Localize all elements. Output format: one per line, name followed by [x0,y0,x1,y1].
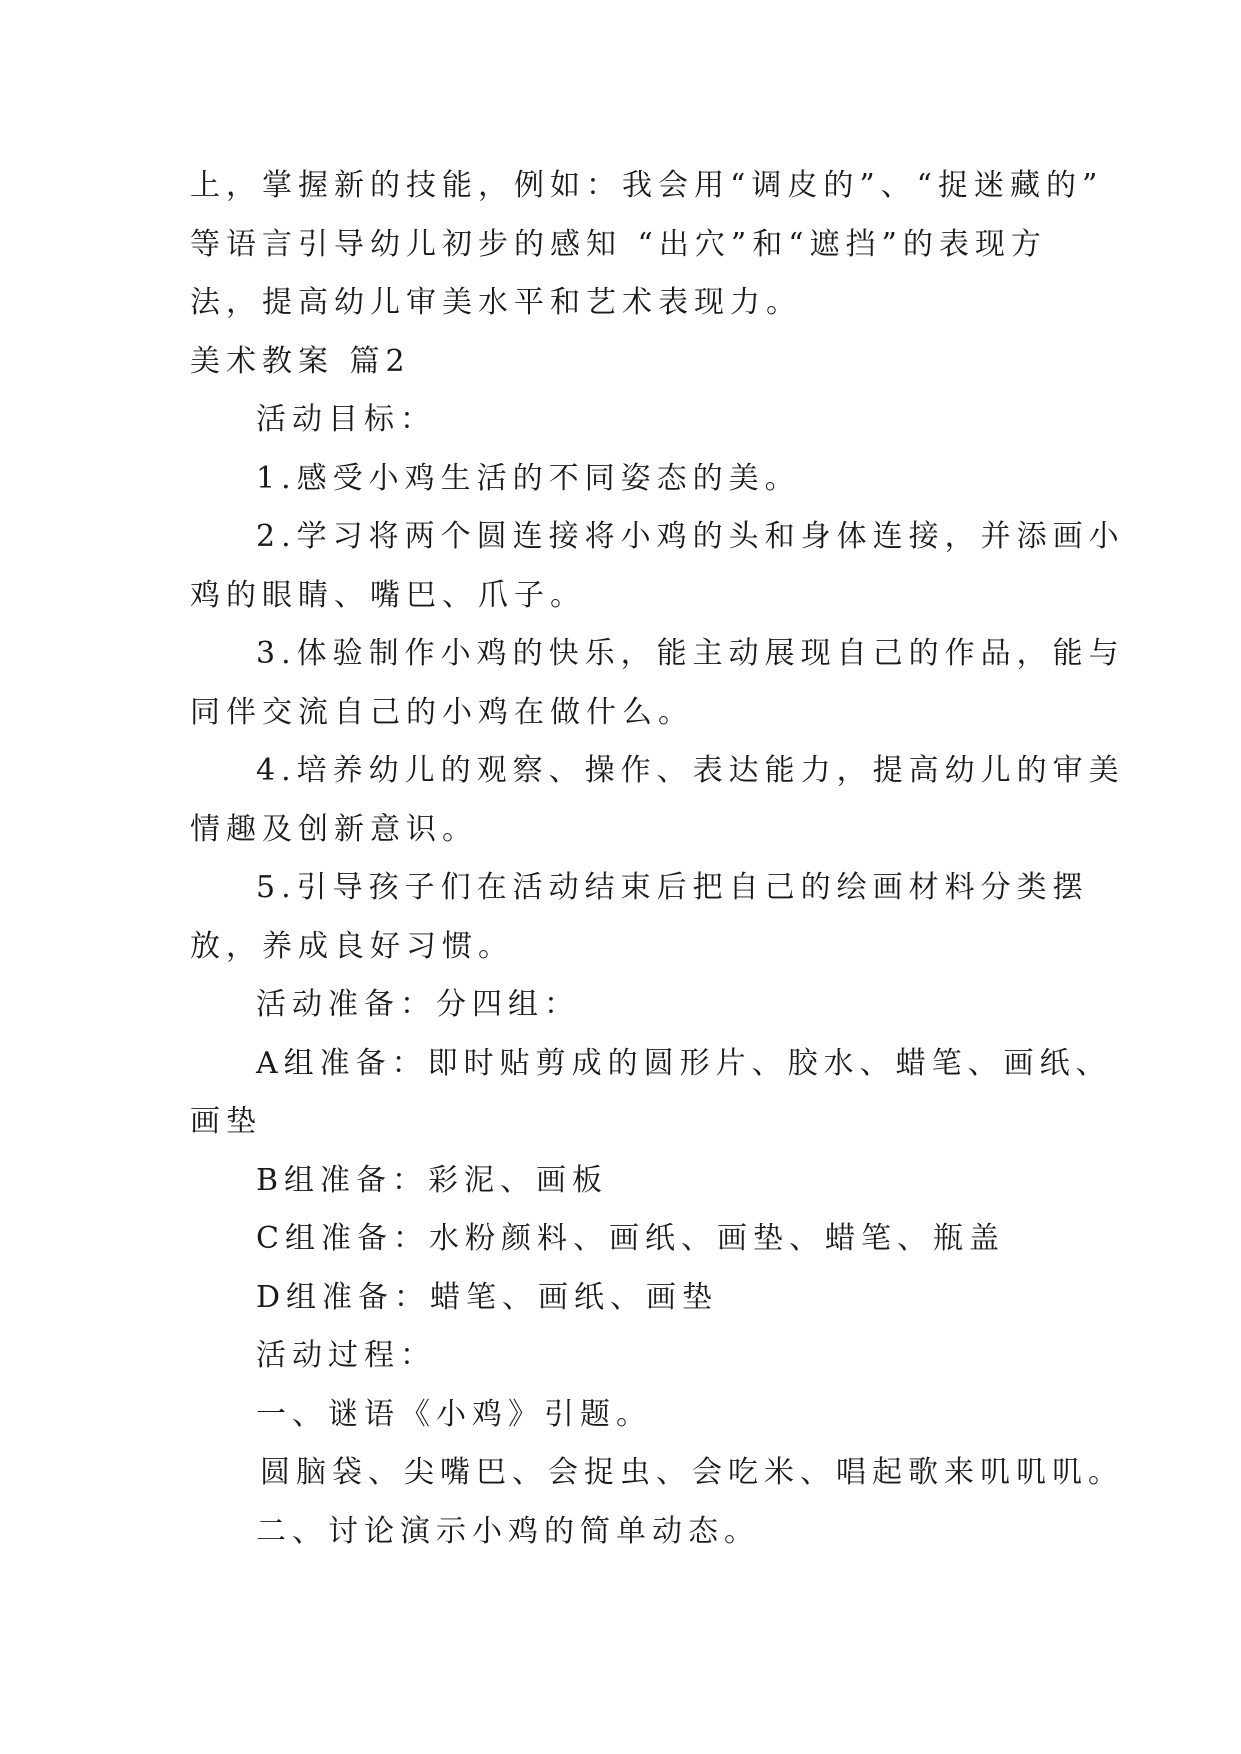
text-line: 画垫 [190,1104,262,1139]
list-item: 2.学习将两个圆连接将小鸡的头和身体连接，并添画小 [256,519,1125,554]
list-item: 3.体验制作小鸡的快乐，能主动展现自己的作品，能与 [256,636,1125,671]
text-line: 等语言引导幼儿初步的感知 “出穴”和“遮挡”的表现方 [190,226,1047,262]
text-line: 情趣及创新意识。 [190,811,478,847]
list-item: B组准备：彩泥、画板 [256,1162,609,1198]
list-item: 1.感受小鸡生活的不同姿态的美。 [256,460,801,496]
text-line: 圆脑袋、尖嘴巴、会捉虫、会吃米、唱起歌来叽叽叽。 [260,1455,1124,1490]
list-item: 一、谜语《小鸡》引题。 [256,1396,652,1432]
subheading-activity-preparation: 活动准备：分四组： [256,987,580,1022]
list-item: D组准备：蜡笔、画纸、画垫 [256,1279,719,1315]
list-item: 二、讨论演示小鸡的简单动态。 [256,1513,760,1549]
text-line: 放，养成良好习惯。 [190,928,514,964]
text-line: 上，掌握新的技能，例如：我会用“调皮的”、“捉迷藏的” [190,168,1104,203]
list-item: 5.引导孩子们在活动结束后把自己的绘画材料分类摆 [256,870,1089,905]
list-item: A组准备：即时贴剪成的圆形片、胶水、蜡笔、画纸、 [256,1045,1112,1081]
section-heading: 美术教案 篇2 [190,343,411,379]
text-line: 鸡的眼睛、嘴巴、爪子。 [190,577,586,613]
text-line: 法，提高幼儿审美水平和艺术表现力。 [190,285,802,320]
subheading-activity-goals: 活动目标： [256,402,436,437]
list-item: C组准备：水粉颜料、画纸、画垫、蜡笔、瓶盖 [256,1221,1005,1256]
document-body [190,157,1125,1561]
list-item: 4.培养幼儿的观察、操作、表达能力，提高幼儿的审美 [256,753,1125,788]
text-line: 同伴交流自己的小鸡在做什么。 [190,694,694,730]
subheading-activity-process: 活动过程： [256,1338,436,1373]
